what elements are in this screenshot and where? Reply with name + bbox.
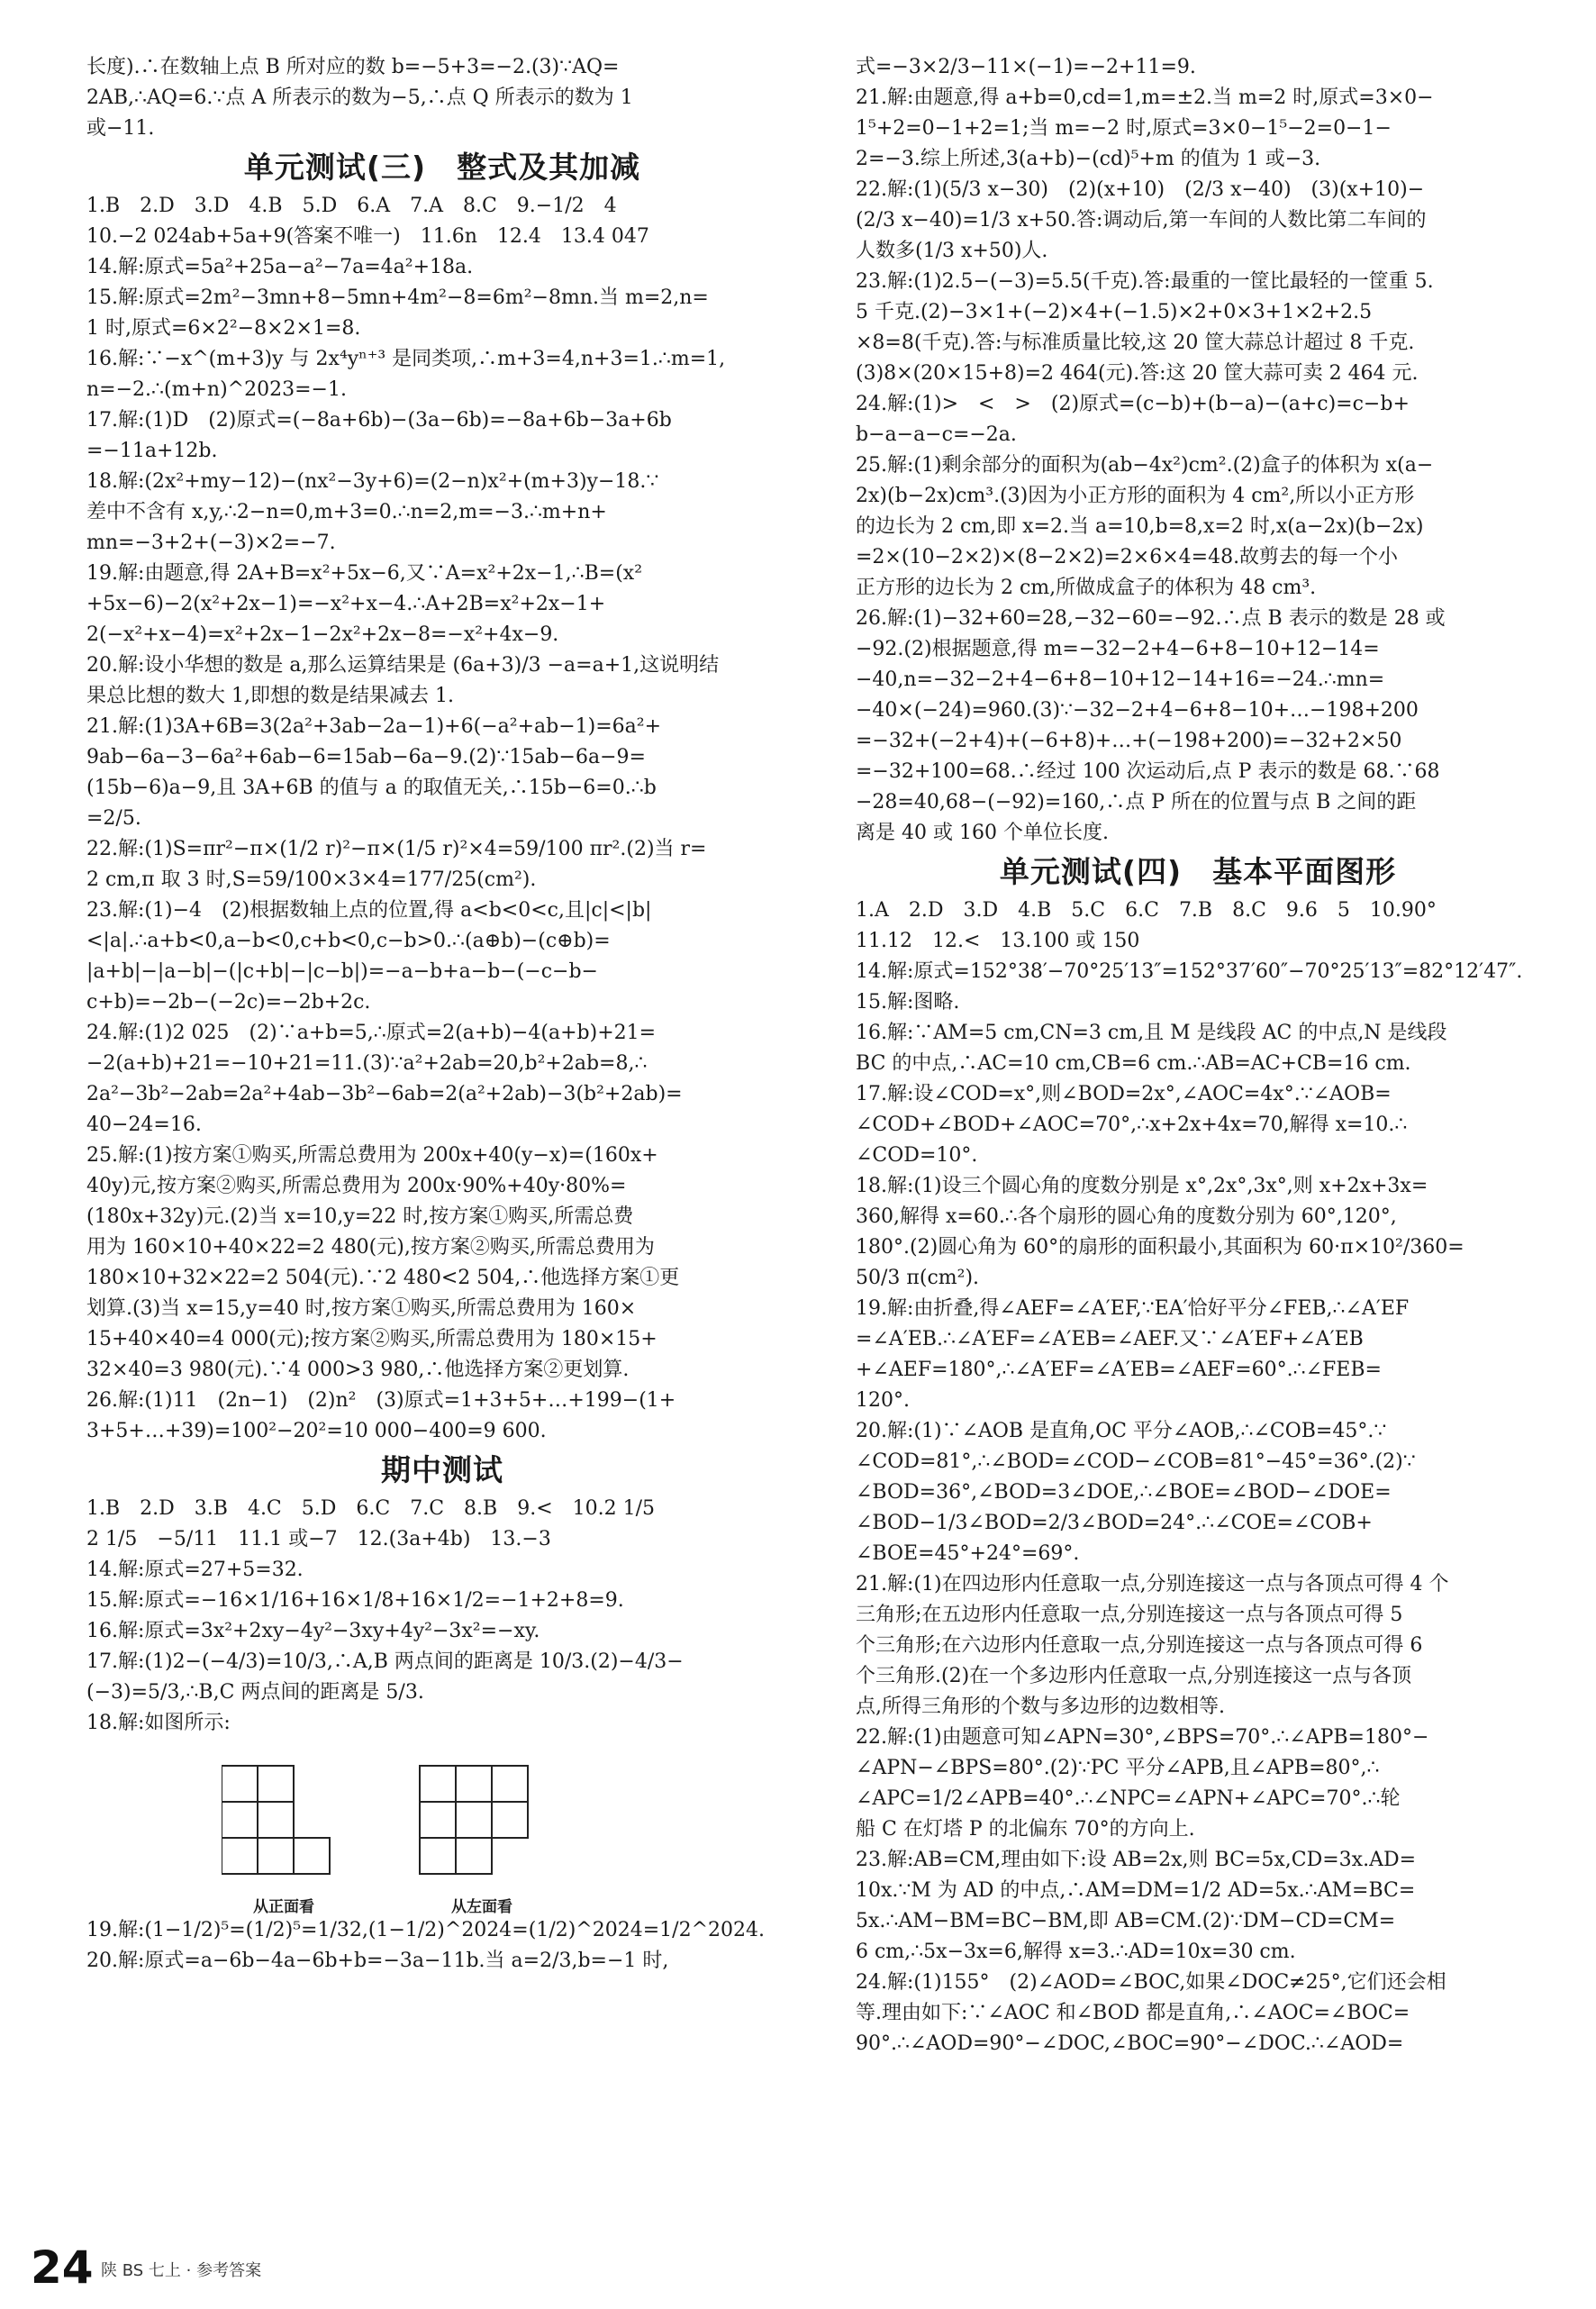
answer-line: =−11a+12b. — [86, 440, 218, 462]
answer-line: 25.解:(1)剩余部分的面积为(ab−4x²)cm².(2)盒子的体积为 x(a− — [856, 454, 1434, 477]
answer-line: 22.解:(1)由题意可知∠APN=30°,∠BPS=70°.∴∠APB=180°− — [856, 1726, 1429, 1749]
view-cell — [222, 1802, 258, 1838]
answer-line: ∠BOD−1/3∠BOD=2/3∠BOD=24°.∴∠COE=∠COB+ — [856, 1512, 1373, 1534]
answer-line: ∠APC=1/2∠APB=40°.∴∠NPC=∠APN+∠APC=70°.∴轮 — [856, 1787, 1401, 1810]
answer-line: 18.解:(1)设三个圆心角的度数分别是 x°,2x°,3x°,则 x+2x+3x= — [856, 1175, 1428, 1197]
answer-line: |a+b|−|a−b|−(|c+b|−|c−b|)=−a−b+a−b−(−c−b− — [86, 960, 598, 983]
answer-line: 21.解:由题意,得 a+b=0,cd=1,m=±2.当 m=2 时,原式=3×0− — [856, 86, 1434, 109]
answer-line: −28=40,68−(−92)=160,∴点 P 所在的位置与点 B 之间的距 — [856, 791, 1417, 814]
left-view-caption: 从左面看 — [451, 1898, 512, 1916]
answer-line: 15+40×40=4 000(元);按方案②购买,所需总费用为 180×15+ — [86, 1328, 657, 1350]
answer-line: 360,解得 x=60.∴各个扇形的圆心角的度数分别为 60°,120°, — [856, 1205, 1397, 1228]
answer-line: 正方形的边长为 2 cm,所做成盒子的体积为 48 cm³. — [856, 577, 1317, 599]
answer-line: 14.解:原式=27+5=32. — [86, 1559, 304, 1581]
answer-line: ×8=8(千克).答:与标准质量比较,这 20 筐大蒜总计超过 8 千克. — [856, 332, 1415, 354]
view-cell — [492, 1802, 528, 1838]
view-cell — [456, 1766, 492, 1802]
answer-line: 划算.(3)当 x=15,y=40 时,按方案①购买,所需总费用为 160× — [86, 1297, 637, 1320]
answer-line: 50/3 π(cm²). — [856, 1267, 980, 1289]
answer-line: 23.解:(1)−4 (2)根据数轴上点的位置,得 a<b<0<c,且|c|<|b| — [86, 899, 652, 922]
section-title: 期中测试 — [381, 1452, 503, 1487]
answer-line: 9ab−6a−3−6a²+6ab−6=15ab−6a−9.(2)∵15ab−6a−9= — [86, 746, 646, 768]
answer-line: 3+5+…+39)=100²−20²=10 000−400=9 600. — [86, 1420, 547, 1442]
answer-line: 10x.∵M 为 AD 的中点,∴AM=DM=1/2 AD=5x.∴AM=BC= — [856, 1879, 1416, 1902]
right-column — [856, 52, 1540, 2059]
view-cell — [294, 1838, 330, 1874]
section-title: 单元测试(三) 整式及其加减 — [243, 150, 641, 185]
answer-line: 14.解:原式=152°38′−70°25′13″=152°37′60″−70°25′13″=82°12′47″. — [856, 960, 1523, 983]
answer-line: 18.解:如图所示: — [86, 1712, 231, 1734]
answer-line: 21.解:(1)在四边形内任意取一点,分别连接这一点与各顶点可得 4 个 — [856, 1573, 1449, 1595]
left-column — [86, 52, 798, 1977]
answer-line: 1.B 2.D 3.B 4.C 5.D 6.C 7.C 8.B 9.< 10.2 1/5 — [86, 1497, 656, 1520]
answer-line: 1.A 2.D 3.D 4.B 5.C 6.C 7.B 8.C 9.6 5 10.90° — [856, 899, 1437, 922]
answer-line: 16.解:∵−x^(m+3)y 与 2x⁴yⁿ⁺³ 是同类项,∴m+3=4,n+3=1.∴m=1, — [86, 348, 726, 370]
answer-line: (180x+32y)元.(2)当 x=10,y=22 时,按方案①购买,所需总费 — [86, 1205, 634, 1228]
view-cell — [258, 1802, 294, 1838]
answer-line: 2(−x²+x−4)=x²+2x−1−2x²+2x−8=−x²+4x−9. — [86, 623, 559, 646]
answer-line: b−a−a−c=−2a. — [856, 423, 1017, 446]
answer-line: 24.解:(1)2 025 (2)∵a+b=5,∴原式=2(a+b)−4(a+b)+21= — [86, 1022, 657, 1044]
answer-line: 22.解:(1)S=πr²−π×(1/2 r)²−π×(1/5 r)²×4=59/100 πr².(2)当 r= — [86, 838, 707, 860]
answer-line: 2 cm,π 取 3 时,S=59/100×3×4=177/25(cm²). — [86, 868, 537, 891]
answer-line: 40−24=16. — [86, 1114, 202, 1136]
view-cell — [456, 1802, 492, 1838]
answer-line: 16.解:∵AM=5 cm,CN=3 cm,且 M 是线段 AC 的中点,N 是线段 — [856, 1022, 1447, 1044]
answer-line: =2×(10−2×2)×(8−2×2)=2×6×4=48.故剪去的每一个小 — [856, 546, 1399, 568]
answer-line: −2(a+b)+21=−10+21=11.(3)∵a²+2ab=20,b²+2ab=8,∴ — [86, 1052, 648, 1075]
answer-line: 点,所得三角形的个数与多边形的边数相等. — [856, 1695, 1225, 1718]
answer-line: 180°.(2)圆心角为 60°的扇形的面积最小,其面积为 60·π×10²/360= — [856, 1236, 1465, 1259]
answer-line: 人数多(1/3 x+50)人. — [856, 240, 1048, 262]
view-cell — [258, 1838, 294, 1874]
answer-line: ∠APN−∠BPS=80°.(2)∵PC 平分∠APB,且∠APB=80°,∴ — [856, 1757, 1380, 1779]
answer-line: 20.解:原式=a−6b−4a−6b+b=−3a−11b.当 a=2/3,b=−1 时, — [86, 1950, 669, 1972]
answer-line: 22.解:(1)(5/3 x−30) (2)(x+10) (2/3 x−40) (3)(x+10)− — [856, 178, 1425, 201]
answer-line: 2 1/5 −5/11 11.1 或−7 12.(3a+4b) 13.−3 — [86, 1528, 551, 1550]
answer-line: 90°.∴∠AOD=90°−∠DOC,∠BOC=90°−∠DOC.∴∠AOD= — [856, 2032, 1404, 2055]
answer-line: 26.解:(1)−32+60=28,−32−60=−92.∴点 B 表示的数是 28 或 — [856, 607, 1446, 630]
answer-line: 24.解:(1)155° (2)∠AOD=∠BOC,如果∠DOC≠25°,它们还会相 — [856, 1971, 1446, 1994]
answer-line: 2x)(b−2x)cm³.(3)因为小正方形的面积为 4 cm²,所以小正方形 — [856, 485, 1415, 507]
answer-line: (2/3 x−40)=1/3 x+50.答:调动后,第一车间的人数比第二车间的 — [856, 209, 1427, 232]
answer-line: 式=−3×2/3−11×(−1)=−2+11=9. — [856, 56, 1196, 78]
view-cell — [420, 1766, 456, 1802]
answer-line: (15b−6)a−9,且 3A+6B 的值与 a 的取值无关,∴15b−6=0.∴b — [86, 777, 657, 799]
answer-line: 19.解:由题意,得 2A+B=x²+5x−6,又∵A=x²+2x−1,∴B=(x² — [86, 562, 643, 585]
answer-line: −92.(2)根据题意,得 m=−32−2+4−6+8−10+12−14= — [856, 638, 1380, 660]
answer-line: 24.解:(1)> < > (2)原式=(c−b)+(b−a)−(a+c)=c−b+ — [856, 393, 1410, 415]
view-cell — [456, 1838, 492, 1874]
answer-line: n=−2.∴(m+n)^2023=−1. — [86, 378, 347, 401]
answer-line: 的边长为 2 cm,即 x=2.当 a=10,b=8,x=2 时,x(a−2x)(b−2x) — [856, 515, 1424, 538]
footer-label: 陕 BS 七上 · 参考答案 — [101, 2261, 262, 2280]
view-cell — [258, 1766, 294, 1802]
answer-line: ∠BOD=36°,∠BOD=3∠DOE,∴∠BOE=∠BOD−∠DOE= — [856, 1481, 1392, 1504]
view-cell — [222, 1838, 258, 1874]
section-title: 单元测试(四) 基本平面图形 — [999, 854, 1397, 889]
answer-line: 1⁵+2=0−1+2=1;当 m=−2 时,原式=3×0−1⁵−2=0−1− — [856, 117, 1392, 140]
view-drawings — [222, 1748, 600, 1892]
answer-line: 2AB,∴AQ=6.∵点 A 所表示的数为−5,∴点 Q 所表示的数为 1 — [86, 86, 633, 109]
answer-line: 5x.∴AM−BM=BC−BM,即 AB=CM.(2)∵DM−CD=CM= — [856, 1910, 1396, 1932]
answer-line: 26.解:(1)11 (2n−1) (2)n² (3)原式=1+3+5+…+199−(1+ — [86, 1389, 676, 1412]
answer-line: ∠BOE=45°+24°=69°. — [856, 1542, 1080, 1565]
answer-line: 16.解:原式=3x²+2xy−4y²−3xy+4y²−3x²=−xy. — [86, 1620, 540, 1642]
view-cell — [222, 1766, 258, 1802]
answer-line: 17.解:设∠COD=x°,则∠BOD=2x°,∠AOC=4x°.∵∠AOB= — [856, 1083, 1392, 1105]
answer-line: 差中不含有 x,y,∴2−n=0,m+3=0.∴n=2,m=−3.∴m+n+ — [86, 501, 607, 523]
answer-line: 40y)元,按方案②购买,所需总费用为 200x·90%+40y·80%= — [86, 1175, 627, 1197]
answer-line: −40,n=−32−2+4−6+8−10+12−14+16=−24.∴mn= — [856, 668, 1385, 691]
answer-line: 25.解:(1)按方案①购买,所需总费用为 200x+40(y−x)=(160x+ — [86, 1144, 658, 1167]
answer-line: (−3)=5/3,∴B,C 两点间的距离是 5/3. — [86, 1681, 424, 1704]
answer-line: 1 时,原式=6×2²−8×2×1=8. — [86, 317, 361, 340]
answer-line: 18.解:(2x²+my−12)−(nx²−3y+6)=(2−n)x²+(m+3)y−18.∵ — [86, 470, 659, 493]
answer-line: 19.解:由折叠,得∠AEF=∠A′EF,∵EA′恰好平分∠FEB,∴∠A′EF — [856, 1297, 1410, 1320]
answer-line: 15.解:原式=−16×1/16+16×1/8+16×1/2=−1+2+8=9. — [86, 1589, 624, 1612]
answer-line: 2=−3.综上所述,3(a+b)−(cd)⁵+m 的值为 1 或−3. — [856, 148, 1321, 170]
page-number: 24 — [31, 2241, 94, 2294]
answer-line: 个三角形;在六边形内任意取一点,分别连接这一点与各顶点可得 6 — [856, 1634, 1423, 1657]
answer-line: 23.解:AB=CM,理由如下:设 AB=2x,则 BC=5x,CD=3x.AD= — [856, 1849, 1417, 1871]
view-cell — [420, 1838, 456, 1874]
view-cell — [420, 1802, 456, 1838]
answer-line: +5x−6)−2(x²+2x−1)=−x²+x−4.∴A+2B=x²+2x−1+ — [86, 593, 606, 615]
answer-line: (3)8×(20×15+8)=2 464(元).答:这 20 筐大蒜可卖 2 464 元. — [856, 362, 1419, 385]
three-view-figure — [86, 1739, 798, 1915]
answer-line: 19.解:(1−1/2)⁵=(1/2)⁵=1/32,(1−1/2)^2024=(1/2)^2024=1/2^2024. — [86, 1919, 765, 1941]
answer-line: −40×(−24)=960.(3)∵−32−2+4−6+8−10+…−198+200 — [856, 699, 1419, 722]
answer-line: 等.理由如下:∵∠AOC 和∠BOD 都是直角,∴∠AOC=∠BOC= — [856, 2002, 1410, 2024]
answer-line: 17.解:(1)2−(−4/3)=10/3,∴A,B 两点间的距离是 10/3.(2)−4/3− — [86, 1650, 684, 1673]
answer-line: c+b)=−2b−(−2c)=−2b+2c. — [86, 991, 371, 1014]
answer-line: 1.B 2.D 3.D 4.B 5.D 6.A 7.A 8.C 9.−1/2 4 — [86, 195, 617, 217]
answer-line: =−32+100=68.∴经过 100 次运动后,点 P 表示的数是 68.∵68 — [856, 760, 1440, 783]
answer-line: 180×10+32×22=2 504(元).∵2 480<2 504,∴他选择方案①更 — [86, 1267, 680, 1289]
answer-line: 10.−2 024ab+5a+9(答案不唯一) 11.6n 12.4 13.4 047 — [86, 225, 649, 248]
answer-line: ∠COD=10°. — [856, 1144, 978, 1167]
answer-line: =2/5. — [86, 807, 141, 830]
view-cell — [492, 1766, 528, 1802]
answer-line: 5 千克.(2)−3×1+(−2)×4+(−1.5)×2+0×3+1×2+2.5 — [856, 301, 1373, 323]
answer-line: 果总比想的数大 1,即想的数是结果减去 1. — [86, 685, 454, 707]
answer-line: mn=−3+2+(−3)×2=−7. — [86, 532, 336, 554]
answer-line: 14.解:原式=5a²+25a−a²−7a=4a²+18a. — [86, 256, 474, 278]
answer-line: 船 C 在灯塔 P 的北偏东 70°的方向上. — [856, 1818, 1195, 1841]
answer-line: 20.解:设小华想的数是 a,那么运算结果是 (6a+3)/3 −a=a+1,这说明结 — [86, 654, 720, 677]
answer-line: 6 cm,∴5x−3x=6,解得 x=3.∴AD=10x=30 cm. — [856, 1941, 1296, 1963]
answer-line: 三角形;在五边形内任意取一点,分别连接这一点与各顶点可得 5 — [856, 1604, 1403, 1626]
answer-line: <|a|.∴a+b<0,a−b<0,c+b<0,c−b>0.∴(a⊕b)−(c⊕b)= — [86, 930, 611, 952]
front-view-caption: 从正面看 — [253, 1898, 314, 1916]
answer-line: 或−11. — [86, 117, 155, 140]
answer-line: +∠AEF=180°,∴∠A′EF=∠A′EB=∠AEF=60°.∴∠FEB= — [856, 1359, 1382, 1381]
answer-line: 32×40=3 980(元).∵4 000>3 980,∴他选择方案②更划算. — [86, 1359, 630, 1381]
answer-line: 15.解:图略. — [856, 991, 960, 1014]
answer-line: 用为 160×10+40×22=2 480(元),按方案②购买,所需总费用为 — [86, 1236, 655, 1259]
answer-line: 15.解:原式=2m²−3mn+8−5mn+4m²−8=6m²−8mn.当 m=2,n= — [86, 286, 709, 309]
answer-line: 11.12 12.< 13.100 或 150 — [856, 930, 1140, 952]
answer-line: 长度).∴在数轴上点 B 所对应的数 b=−5+3=−2.(3)∵AQ= — [86, 56, 620, 78]
answer-line: 17.解:(1)D (2)原式=(−8a+6b)−(3a−6b)=−8a+6b−3a+6b — [86, 409, 672, 432]
answer-line: ∠COD=81°,∴∠BOD=∠COD−∠COB=81°−45°=36°.(2)∵ — [856, 1450, 1416, 1473]
answer-line: 20.解:(1)∵∠AOB 是直角,OC 平分∠AOB,∴∠COB=45°.∵ — [856, 1420, 1387, 1442]
answer-line: 23.解:(1)2.5−(−3)=5.5(千克).答:最重的一筐比最轻的一筐重 5. — [856, 270, 1434, 293]
answer-line: ∠COD+∠BOD+∠AOC=70°,∴x+2x+4x=70,解得 x=10.∴ — [856, 1114, 1408, 1136]
answer-line: 个三角形.(2)在一个多边形内任意取一点,分别连接这一点与各顶 — [856, 1665, 1412, 1687]
answer-line: 21.解:(1)3A+6B=3(2a²+3ab−2a−1)+6(−a²+ab−1)=6a²+ — [86, 715, 662, 738]
answer-line: 离是 40 或 160 个单位长度. — [856, 822, 1109, 844]
answer-line: 2a²−3b²−2ab=2a²+4ab−3b²−6ab=2(a²+2ab)−3(b²+2ab)= — [86, 1083, 683, 1105]
answer-line: =−32+(−2+4)+(−6+8)+…+(−198+200)=−32+2×50 — [856, 730, 1402, 752]
answer-line: 120°. — [856, 1389, 910, 1412]
answer-line: BC 的中点,∴AC=10 cm,CB=6 cm.∴AB=AC+CB=16 cm. — [856, 1052, 1411, 1075]
answer-line: =∠A′EB.∴∠A′EF=∠A′EB=∠AEF.又∵∠A′EF+∠A′EB — [856, 1328, 1364, 1350]
